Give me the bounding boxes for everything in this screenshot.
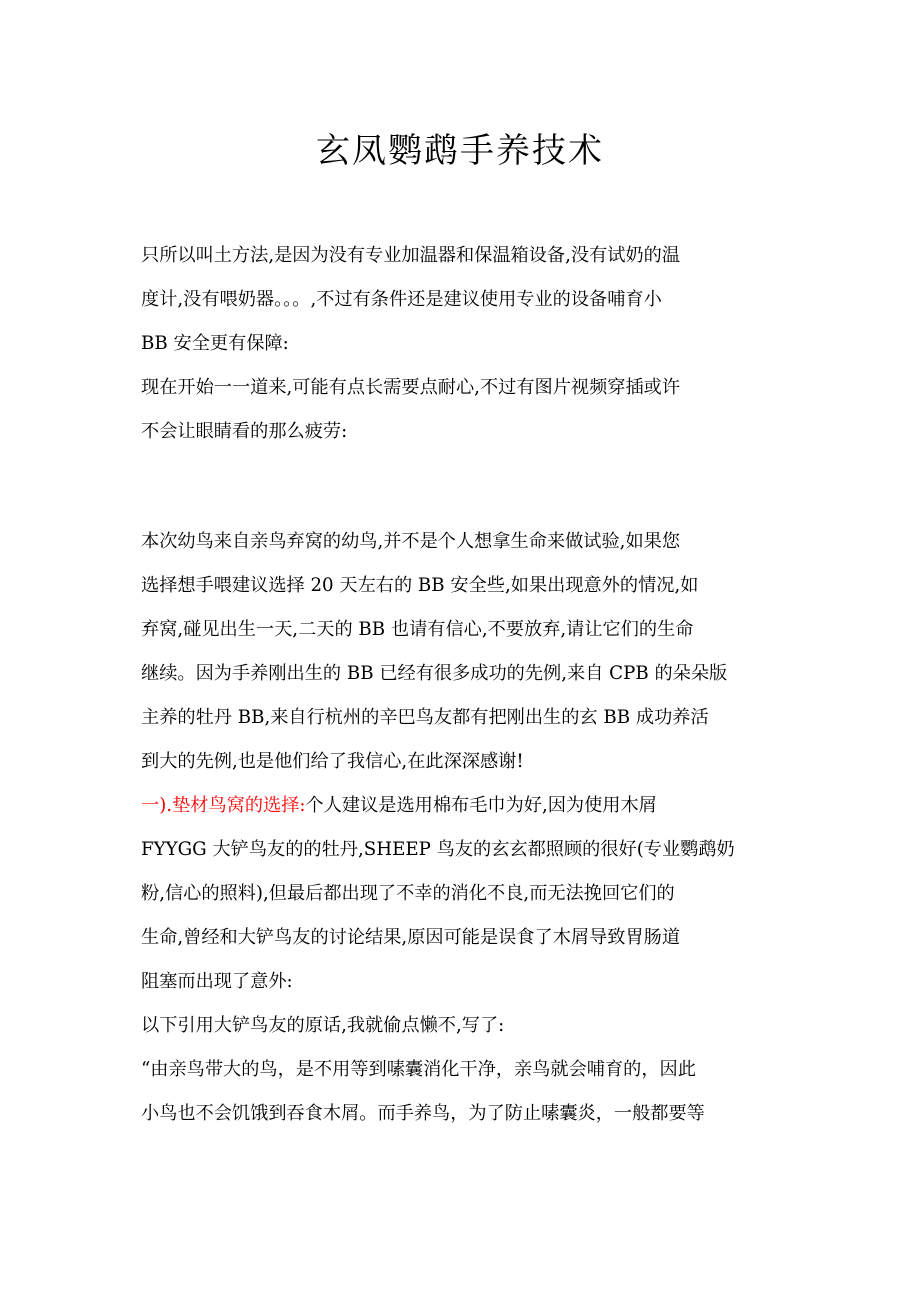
text-line: 继续。因为手养刚出生的 BB 已经有很多成功的先例,来自 CPB 的朵朵版 bbox=[141, 663, 728, 684]
text-line: 阻塞而出现了意外: bbox=[141, 971, 293, 992]
text-line: 选择想手喂建议选择 20 天左右的 BB 安全些,如果出现意外的情况,如 bbox=[141, 575, 699, 596]
quote-line: 小鸟也不会饥饿到吞食木屑。而手养鸟，为了防止嗉囊炎，一般都要等 bbox=[141, 1103, 705, 1124]
text-line: 不会让眼睛看的那么疲劳: bbox=[141, 421, 348, 442]
text-line: 生命,曾经和大铲鸟友的讨论结果,原因可能是误食了木屑导致胃肠道 bbox=[141, 927, 681, 948]
text-line: 弃窝,碰见出生一天,二天的 BB 也请有信心,不要放弃,请让它们的生命 bbox=[141, 619, 694, 640]
document-body bbox=[141, 234, 786, 1136]
section-heading-line bbox=[141, 784, 786, 828]
document-title: 玄凤鹦鹉手养技术 bbox=[316, 131, 604, 171]
text-line: 到大的先例,也是他们给了我信心,在此深深感谢! bbox=[141, 751, 524, 772]
section-heading-rest: 个人建议是选用棉布毛巾为好,因为使用木屑 bbox=[305, 795, 657, 816]
text-line: 只所以叫土方法,是因为没有专业加温器和保温箱设备,没有试奶的温 bbox=[141, 245, 681, 266]
text-line: 主养的牡丹 BB,来自行杭州的辛巴鸟友都有把刚出生的玄 BB 成功养活 bbox=[141, 707, 709, 728]
text-line: 本次幼鸟来自亲鸟弃窝的幼鸟,并不是个人想拿生命来做试验,如果您 bbox=[141, 531, 681, 552]
text-line: FYYGG 大铲鸟友的的牡丹,SHEEP 鸟友的玄玄都照顾的很好(专业鹦鹉奶 bbox=[141, 839, 735, 860]
text-line: BB 安全更有保障: bbox=[141, 333, 289, 354]
text-line: 现在开始一一道来,可能有点长需要点耐心,不过有图片视频穿插或许 bbox=[141, 377, 681, 398]
text-line: 以下引用大铲鸟友的原话,我就偷点懒不,写了: bbox=[141, 1015, 505, 1036]
quote-line: “由亲鸟带大的鸟，是不用等到嗉囊消化干净，亲鸟就会哺育的，因此 bbox=[141, 1059, 696, 1080]
section-heading: 一).垫材鸟窝的选择: bbox=[141, 795, 306, 816]
text-line: 粉,信心的照料),但最后都出现了不幸的消化不良,而无法挽回它们的 bbox=[141, 883, 675, 904]
paragraph-gap bbox=[141, 454, 786, 520]
text-line: 度计,没有喂奶器。。。,不过有条件还是建议使用专业的设备哺育小 bbox=[141, 289, 662, 310]
